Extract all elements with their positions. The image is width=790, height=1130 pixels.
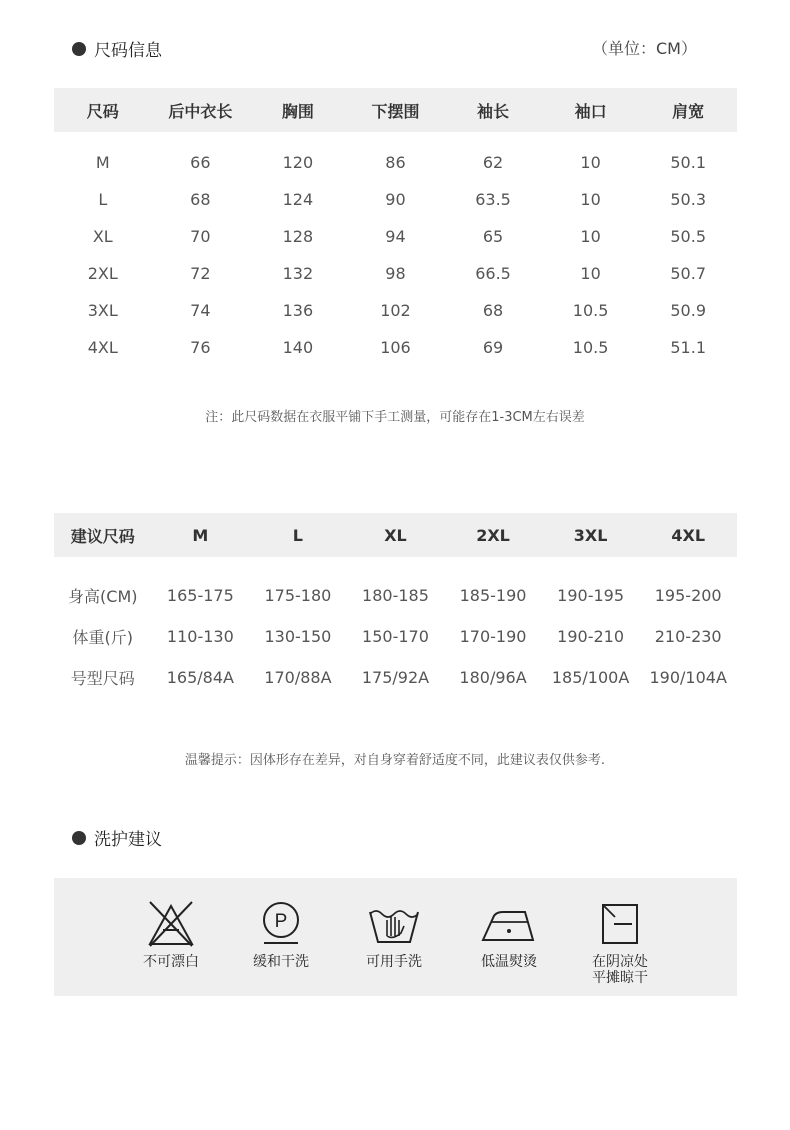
table-cell: 4XL xyxy=(87,338,118,357)
table-row xyxy=(54,557,737,616)
table-cell: 2XL xyxy=(87,264,118,283)
table-row xyxy=(54,329,737,366)
table-cell: 165/84A xyxy=(166,668,234,687)
table-cell: 50.9 xyxy=(670,301,706,320)
table-cell: 210-230 xyxy=(654,627,722,646)
header-cell: 袖口 xyxy=(542,88,640,132)
table-cell: 136 xyxy=(282,301,314,320)
bullet-dot-icon xyxy=(72,831,86,845)
hand-wash-icon xyxy=(366,900,422,948)
table-cell: 10 xyxy=(580,264,601,283)
table-cell: 身高(CM) xyxy=(68,587,138,606)
table-cell: 86 xyxy=(385,153,406,172)
dry-flat-shade-icon xyxy=(598,900,642,948)
table-cell: 90 xyxy=(385,190,406,209)
header-cell: L xyxy=(249,513,347,557)
table-cell: L xyxy=(98,190,108,209)
size-section-title xyxy=(72,36,162,61)
table-cell: 190-195 xyxy=(557,586,625,605)
care-label: 不可漂白 xyxy=(143,954,199,970)
header-cell: 袖长 xyxy=(444,88,542,132)
table-cell: 190-210 xyxy=(557,627,625,646)
care-item-dry-clean xyxy=(226,900,336,970)
table-cell: 10.5 xyxy=(572,301,609,320)
table-cell: 165-175 xyxy=(166,586,234,605)
table-cell: 180-185 xyxy=(362,586,429,605)
table-cell: 3XL xyxy=(87,301,118,320)
table-cell: 106 xyxy=(380,338,411,357)
dry-clean-symbol: P xyxy=(274,911,288,932)
table-cell: 68 xyxy=(482,301,504,320)
care-item-hand-wash xyxy=(339,900,449,970)
table-cell: 140 xyxy=(282,338,314,357)
table-cell: 102 xyxy=(380,301,411,320)
table-cell: XL xyxy=(92,227,113,246)
care-label: 缓和干洗 xyxy=(253,954,309,970)
header-cell: 下摆围 xyxy=(347,88,445,132)
table-cell: 体重(斤) xyxy=(72,628,134,647)
recommend-table-header xyxy=(54,513,737,557)
table-cell: 10 xyxy=(580,227,601,246)
table-cell: 128 xyxy=(282,227,314,246)
care-label-line2: 平摊晾干 xyxy=(592,970,648,986)
table-cell: 50.1 xyxy=(670,153,706,172)
table-cell: 124 xyxy=(282,190,314,209)
size-section-title-text: 尺码信息 xyxy=(94,41,162,61)
table-row xyxy=(54,218,737,255)
table-cell: 185/100A xyxy=(551,668,630,687)
care-item-no-bleach xyxy=(116,900,226,970)
table-row xyxy=(54,181,737,218)
header-cell: 肩宽 xyxy=(639,88,737,132)
care-label: 可用手洗 xyxy=(366,954,422,970)
size-table-header xyxy=(54,88,737,132)
table-cell: 66 xyxy=(190,153,211,172)
table-cell: 50.3 xyxy=(670,190,706,209)
care-instructions-panel xyxy=(54,878,737,996)
header-cell: 后中衣长 xyxy=(152,88,250,132)
header-cell: M xyxy=(152,513,250,557)
table-cell: 110-130 xyxy=(166,627,234,646)
table-cell: M xyxy=(95,153,110,172)
recommend-table xyxy=(54,513,737,698)
low-iron-icon xyxy=(479,900,539,948)
size-note: 注：此尺码数据在衣服平铺下手工测量，可能存在1-3CM左右误差 xyxy=(205,410,585,425)
table-cell: 63.5 xyxy=(475,190,511,209)
table-cell: 175-180 xyxy=(264,586,332,605)
care-section-title xyxy=(72,825,162,850)
table-cell: 76 xyxy=(190,338,211,357)
table-cell: 70 xyxy=(190,227,211,246)
table-cell: 69 xyxy=(482,338,504,357)
table-cell: 10 xyxy=(580,153,601,172)
table-cell: 66.5 xyxy=(475,264,511,283)
header-cell: 尺码 xyxy=(54,88,152,132)
table-row xyxy=(54,657,737,698)
table-cell: 72 xyxy=(190,264,211,283)
table-row xyxy=(54,292,737,329)
care-item-dry-flat-shade xyxy=(565,900,675,986)
table-cell: 10 xyxy=(580,190,601,209)
table-cell: 号型尺码 xyxy=(70,669,135,688)
header-cell: 4XL xyxy=(639,513,737,557)
header-cell: XL xyxy=(347,513,445,557)
table-cell: 98 xyxy=(385,264,406,283)
table-row xyxy=(54,255,737,292)
gentle-dry-clean-icon xyxy=(256,900,306,948)
header-cell: 胸围 xyxy=(249,88,347,132)
header-cell: 建议尺码 xyxy=(54,513,152,557)
table-cell: 190/104A xyxy=(649,668,727,687)
table-cell: 94 xyxy=(385,227,406,246)
table-cell: 130-150 xyxy=(264,627,332,646)
table-cell: 195-200 xyxy=(654,586,722,605)
table-cell: 170/88A xyxy=(264,668,332,687)
table-cell: 68 xyxy=(190,190,211,209)
header-cell: 2XL xyxy=(444,513,542,557)
table-cell: 74 xyxy=(190,301,211,320)
table-cell: 132 xyxy=(282,264,314,283)
care-label xyxy=(565,954,675,986)
table-cell: 62 xyxy=(482,153,504,172)
recommend-note: 温馨提示：因体形存在差异，对自身穿着舒适度不同，此建议表仅供参考. xyxy=(184,753,606,768)
care-section-title-text: 洗护建议 xyxy=(94,830,162,850)
table-cell: 150-170 xyxy=(362,627,429,646)
care-item-low-iron xyxy=(454,900,564,970)
table-cell: 185-190 xyxy=(459,586,527,605)
table-cell: 50.5 xyxy=(670,227,706,246)
no-bleach-icon xyxy=(146,900,196,948)
size-table xyxy=(54,88,737,366)
table-cell: 170-190 xyxy=(459,627,527,646)
bullet-dot-icon xyxy=(72,42,86,56)
unit-label: （单位：CM） xyxy=(592,39,697,58)
care-label: 低温熨烫 xyxy=(481,954,537,970)
table-row xyxy=(54,616,737,657)
table-cell: 10.5 xyxy=(572,338,609,357)
table-cell: 180/96A xyxy=(459,668,527,687)
header-cell: 3XL xyxy=(542,513,640,557)
table-cell: 51.1 xyxy=(670,338,706,357)
table-cell: 175/92A xyxy=(361,668,430,687)
table-cell: 120 xyxy=(282,153,314,172)
care-label-line1: 在阴凉处 xyxy=(592,954,648,970)
table-cell: 65 xyxy=(482,227,504,246)
table-row xyxy=(54,132,737,181)
table-cell: 50.7 xyxy=(670,264,706,283)
